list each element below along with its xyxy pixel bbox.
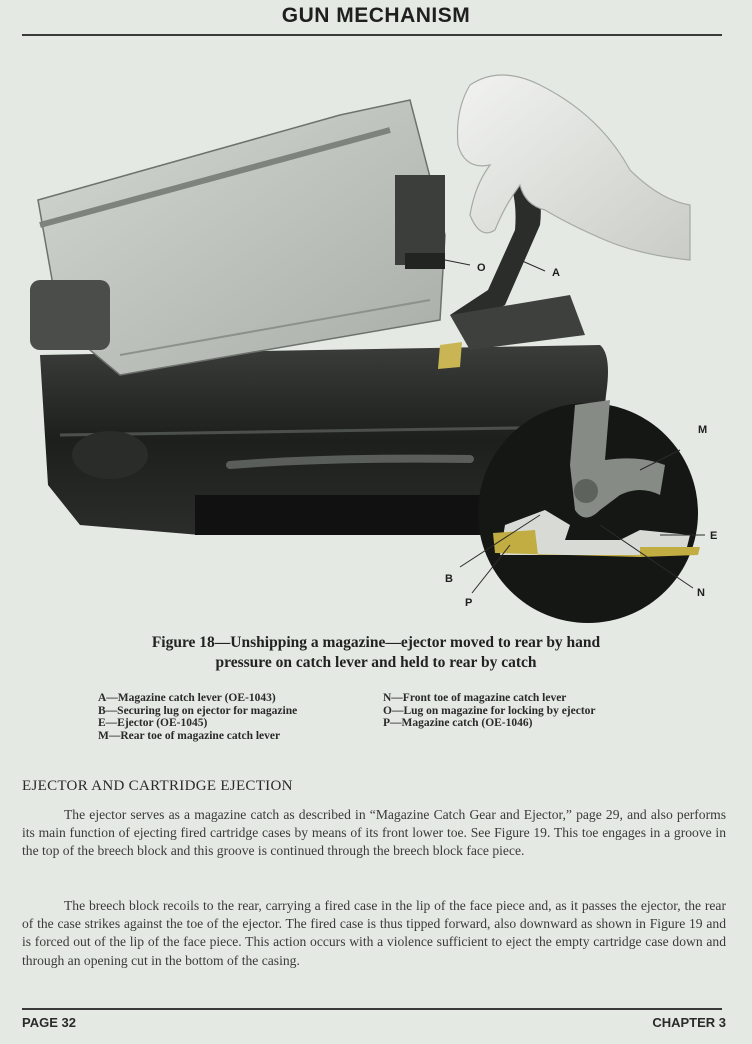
chapter-label: CHAPTER 3	[652, 1015, 726, 1030]
legend-item: B—Securing lug on ejector for magazine	[98, 704, 298, 717]
figure-legend-left	[98, 692, 297, 742]
operator-hand	[458, 75, 691, 260]
callout-p: P	[465, 597, 473, 609]
figure-caption-line-1: Figure 18—Unshipping a magazine—ejector moved to rear by hand	[151, 634, 601, 651]
header-rule	[22, 34, 722, 36]
legend-item: P—Magazine catch (OE-1046)	[383, 717, 533, 729]
legend-item: E—Ejector (OE-1045)	[98, 717, 208, 729]
figure-18-illustration	[0, 55, 752, 625]
footer-rule	[22, 1008, 722, 1010]
magazine-lug-o	[405, 253, 445, 269]
callout-m: M	[698, 424, 708, 436]
figure-caption	[60, 633, 692, 673]
callout-a: A	[552, 267, 560, 279]
callout-o: O	[477, 262, 486, 274]
callout-b: B	[445, 573, 453, 585]
legend-item: O—Lug on magazine for locking by ejector	[383, 704, 596, 717]
callout-n: N	[697, 587, 705, 599]
figure-caption-line-2: pressure on catch lever and held to rear by catch	[215, 654, 537, 671]
magazine-catch-highlight	[438, 342, 462, 369]
page-number: PAGE 32	[22, 1015, 76, 1030]
callout-e: E	[710, 530, 718, 542]
body-paragraph-1: The ejector serves as a magazine catch as described in “Magazine Catch Gear and Ejector,” page 29, and also performs its main function of ejecting fired cartridge cases by means of its front lower toe. See Figure 19. This toe engages in a groove in the top of the breech block and this groove is continued through the breech block face piece.	[22, 807, 726, 859]
figure-legend-right	[383, 692, 596, 730]
legend-item: A—Magazine catch lever (OE-1043)	[98, 692, 276, 704]
magazine	[30, 100, 445, 375]
page-header-title: GUN MECHANISM	[281, 4, 471, 27]
legend-item: N—Front toe of magazine catch lever	[383, 692, 567, 704]
legend-item: M—Rear toe of magazine catch lever	[98, 729, 281, 742]
section-heading: EJECTOR AND CARTRIDGE EJECTION	[22, 778, 293, 794]
body-paragraph-2: The breech block recoils to the rear, carrying a fired case in the lip of the face piece and, as it passes the ejector, the rear of the case strikes against the toe of the ejector. The fired case is thus tipped forward, also downward as shown in Figure 19 and is forced out of the lip of the face piece. This action occurs with a violence sufficient to eject the empty cartridge case down and through an opening cut in the bottom of the casing.	[22, 898, 726, 968]
